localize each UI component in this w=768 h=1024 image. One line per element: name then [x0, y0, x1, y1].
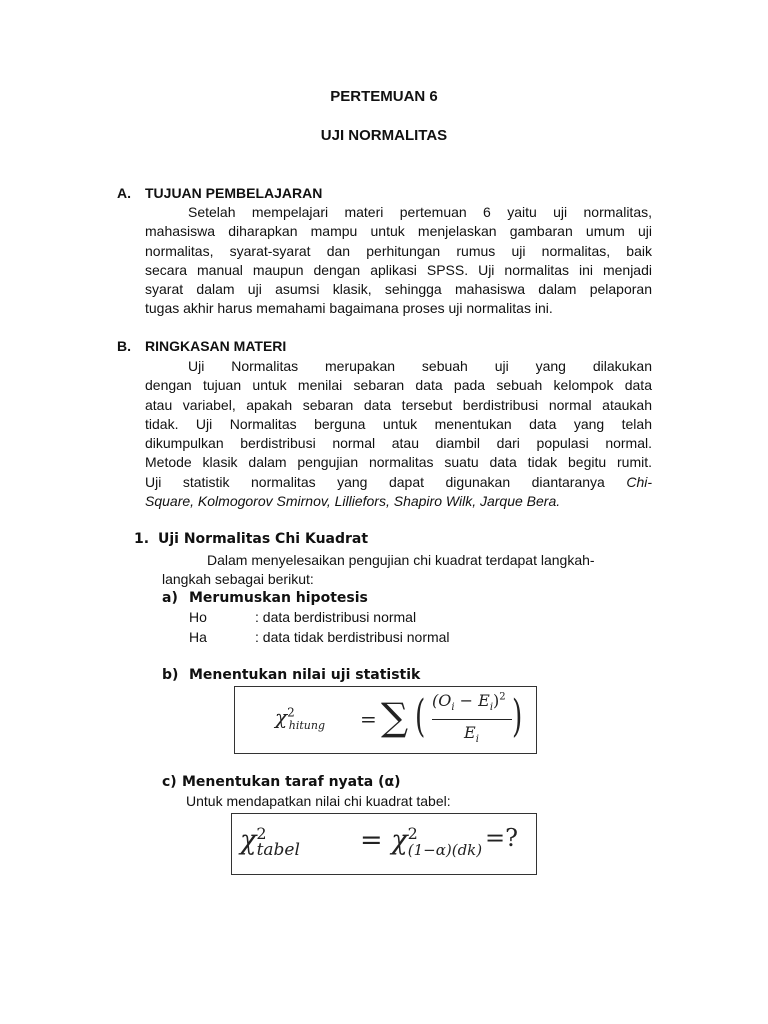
para-line: Metode klasik dalam pengujian normalitas suatu data tidak begitu rumit.	[145, 454, 652, 471]
section-a-paragraph	[145, 203, 652, 319]
para-line: tugas akhir harus memahami bagaimana proses uji normalitas ini.	[145, 300, 553, 317]
para-line: dengan tujuan untuk menilai sebaran data pada sebuah kelompok data	[145, 377, 652, 394]
step-c-title: Menentukan taraf nyata (α)	[182, 774, 401, 790]
page-subtitle: UJI NORMALITAS	[320, 127, 448, 144]
section-b-title: RINGKASAN MATERI	[145, 338, 287, 354]
step-c-text: Untuk mendapatkan nilai chi kuadrat tabel:	[186, 793, 451, 809]
hypothesis-h0-key: Ho	[189, 609, 207, 625]
para-line: Uji statistik normalitas yang dapat digunakan diantaranya Chi-	[145, 473, 652, 490]
intro-line-1: Dalam menyelesaikan pengujian chi kuadrat terdapat langkah-	[207, 552, 595, 568]
step-b-label: b)	[162, 667, 179, 683]
step-c-label: c)	[162, 774, 177, 790]
hypothesis-ha-key: Ha	[189, 629, 207, 645]
step-a-label: a)	[162, 590, 178, 606]
para-line: Uji Normalitas merupakan sebuah uji yang dilakukan	[188, 358, 652, 374]
section-a-title: TUJUAN PEMBELAJARAN	[145, 185, 323, 201]
section-a-letter: A.	[117, 185, 131, 201]
section-b-letter: B.	[117, 338, 131, 354]
section-b-paragraph	[145, 357, 652, 511]
hypothesis-h0-text: : data berdistribusi normal	[255, 609, 417, 625]
para-line: Setelah mempelajari materi pertemuan 6 yaitu uji normalitas,	[188, 204, 652, 220]
step-a-title: Merumuskan hipotesis	[189, 590, 368, 606]
para-line: secara manual maupun dengan aplikasi SPSS. Uji normalitas ini menjadi	[145, 261, 652, 278]
para-line: syarat dalam uji asumsi klasik, sehingga mahasiswa dalam pelaporan	[145, 281, 652, 298]
hypothesis-ha-text: : data tidak berdistribusi normal	[255, 629, 450, 645]
para-line: Square, Kolmogorov Smirnov, Lilliefors, Shapiro Wilk, Jarque Bera.	[145, 493, 561, 510]
para-line: dikumpulkan berdistribusi normal atau diambil dari populasi normal.	[145, 435, 652, 452]
subsection-title: Uji Normalitas Chi Kuadrat	[158, 531, 369, 547]
para-line: mahasiswa diharapkan mampu untuk menjelaskan gambaran umum uji	[145, 223, 652, 240]
para-line: atau variabel, apakah sebaran data tersebut berdistribusi normal ataukah	[145, 396, 652, 413]
step-b-title: Menentukan nilai uji statistik	[189, 667, 421, 683]
chi-table-formula: $\chi^2_{tabel}$ = $\chi^2_{(1-\alpha)(dk)}$ =?	[231, 813, 537, 875]
subsection-number: 1.	[134, 531, 150, 547]
sigma-symbol: ∑	[381, 695, 409, 739]
page-title: PERTEMUAN 6	[330, 88, 438, 105]
chi-square-formula: $\chi^2_{hitung}$ = ∑ ( $(O_i - E_i)^2$ $E_i$ )	[234, 686, 537, 754]
para-line: normalitas, syarat-syarat dan perhitungan rumus uji normalitas, baik	[145, 242, 652, 259]
para-line: tidak. Uji Normalitas berguna untuk menentukan data yang telah	[145, 415, 652, 432]
intro-line-2: langkah sebagai berikut:	[162, 571, 314, 587]
